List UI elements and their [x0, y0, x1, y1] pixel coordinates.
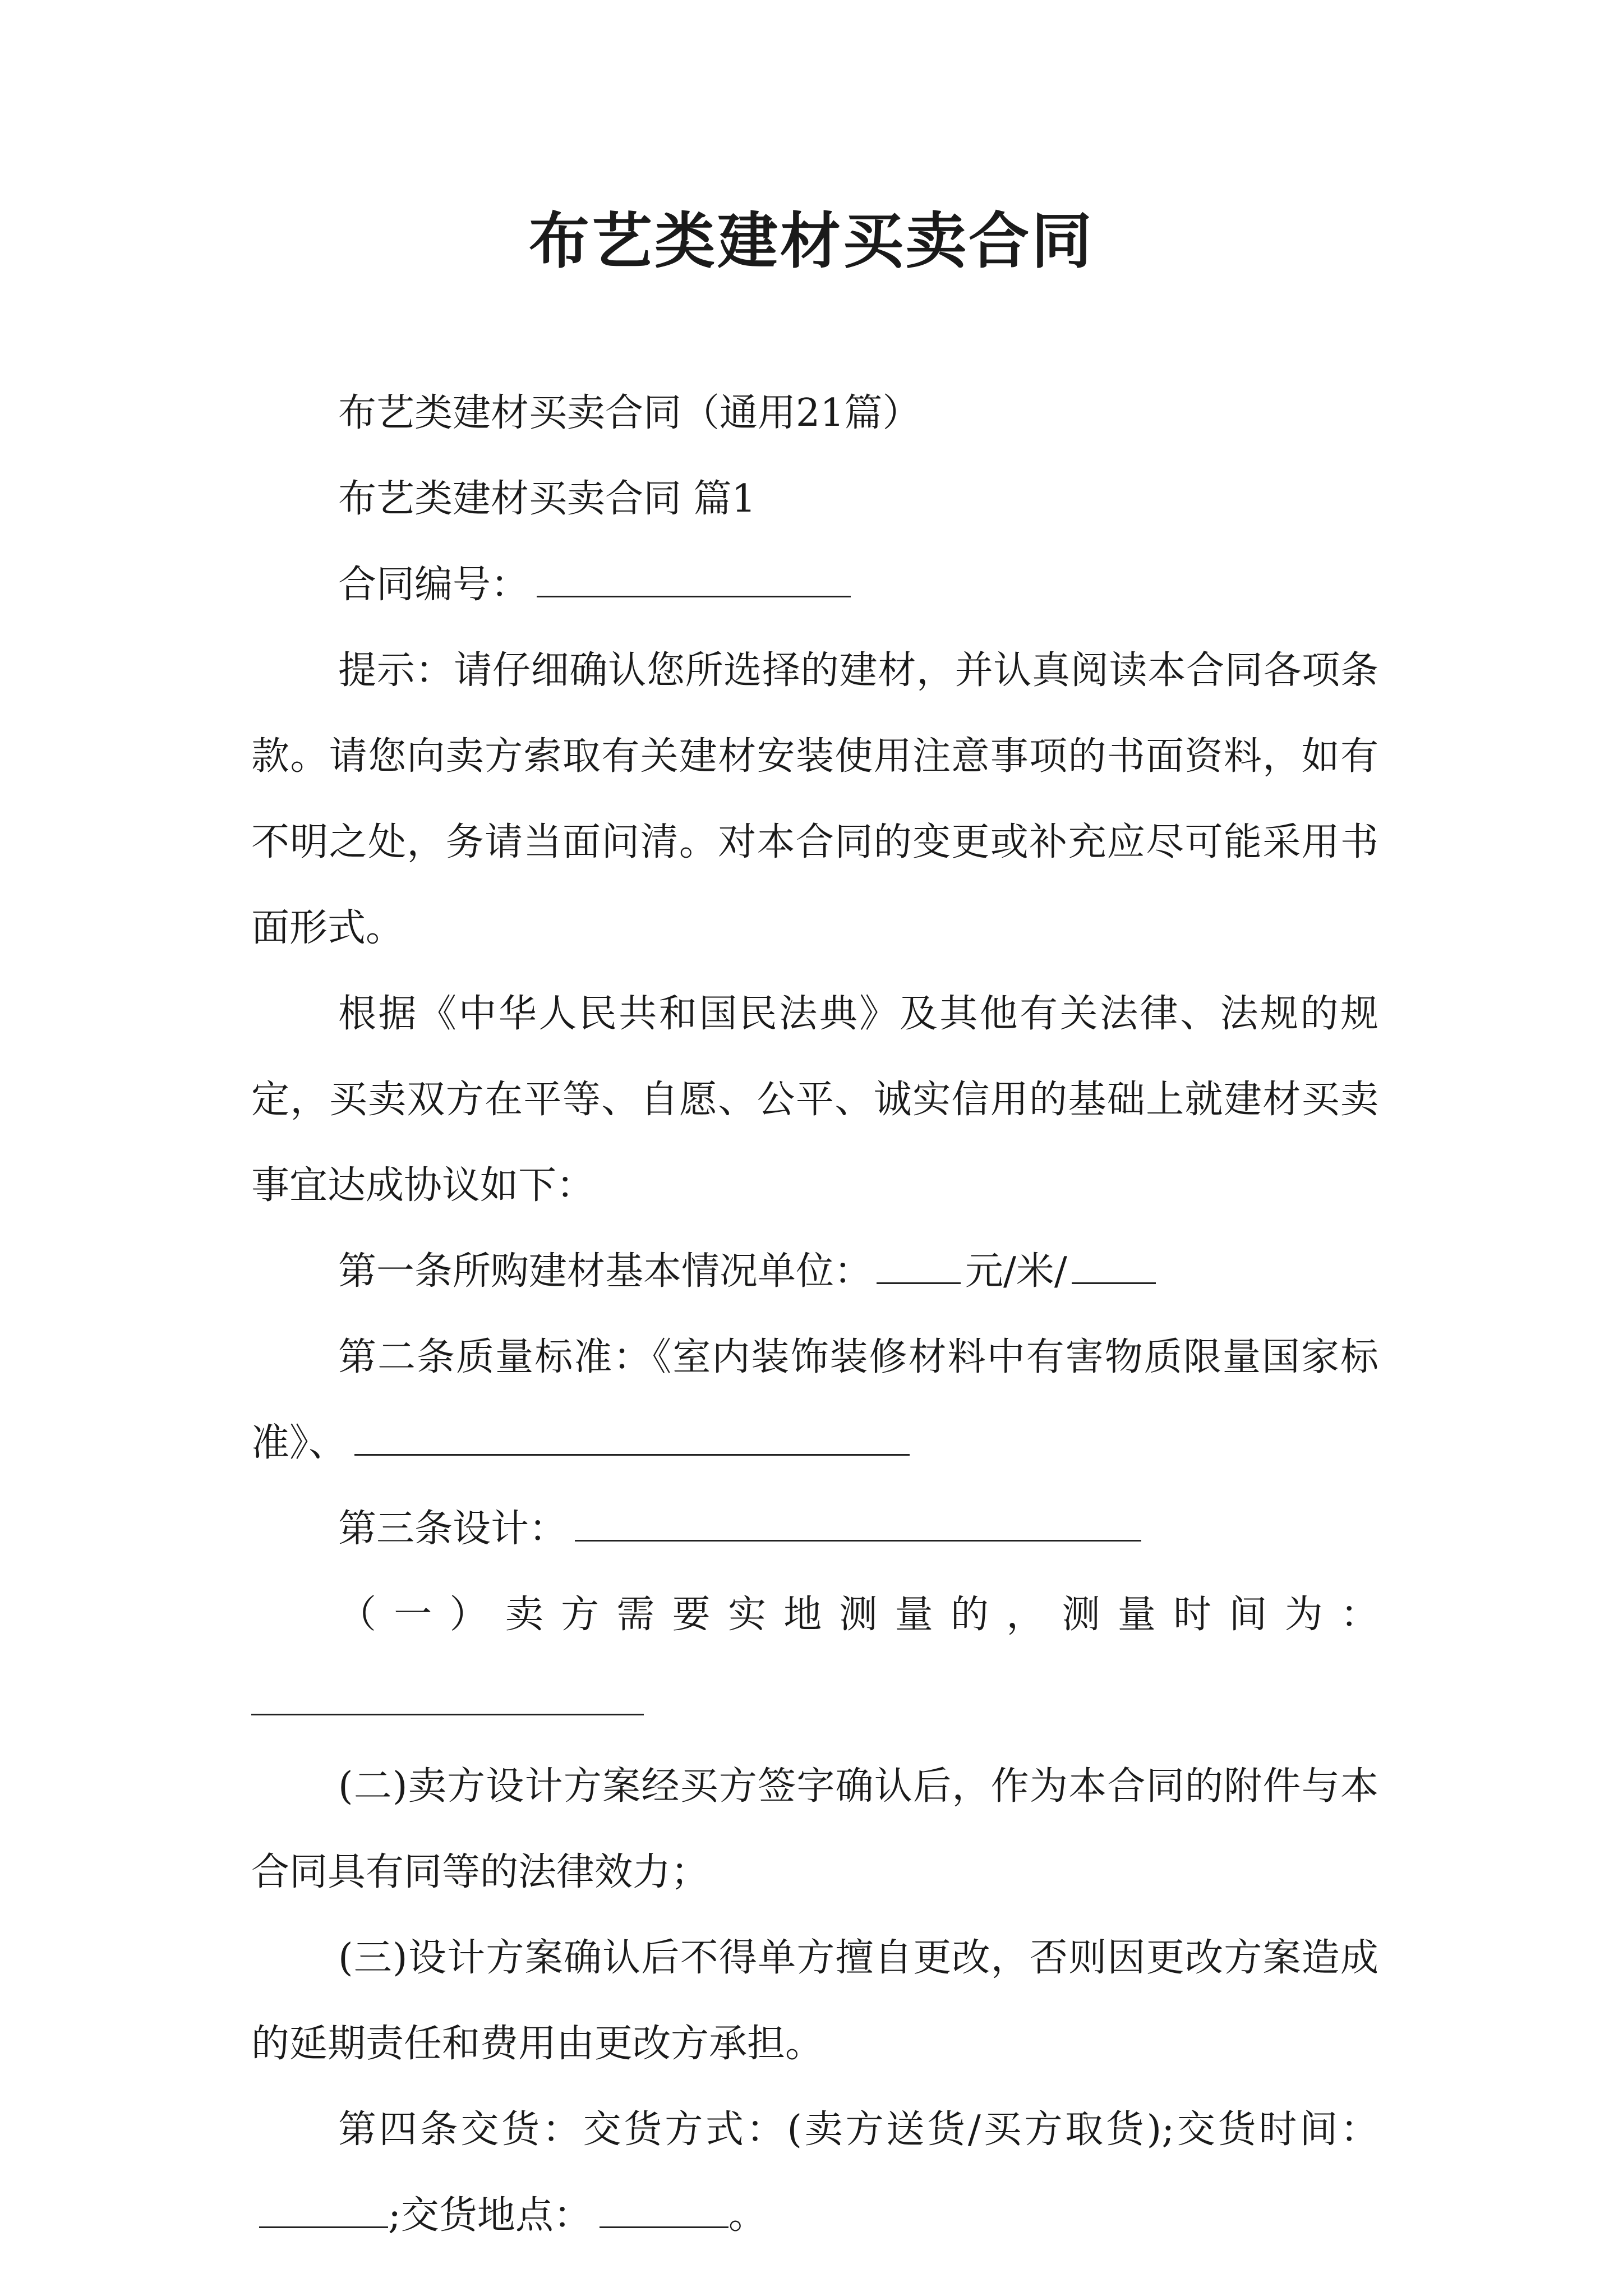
article-2-text: 第二条质量标准：《室内装饰装修材料中有害物质限量国家标准》、 [251, 1335, 1378, 1465]
unit-price-blank [877, 1249, 961, 1284]
article-4 [251, 2087, 1378, 2258]
article-1-text: 第一条所购建材基本情况单位： [338, 1249, 873, 1294]
article-4-place-label: ;交货地点： [388, 2193, 592, 2238]
measurement-time-blank [251, 1680, 644, 1715]
tip-paragraph: 提示：请仔细确认您所选择的建材，并认真阅读本合同各项条款。请您向卖方索取有关建材安装使用注意事项的书面资料，如有不明之处，务请当面问清。对本合同的变更或补充应尽可能采用书面形式。 [251, 648, 1378, 950]
article-1 [251, 1228, 1378, 1314]
quality-standard-blank [354, 1420, 910, 1456]
article-3-item-1: （一）卖方需要实地测量的，测量时间为： [338, 1593, 1378, 1637]
part-heading: 布艺类建材买卖合同 篇1 [338, 477, 756, 521]
unit-other-blank [1072, 1249, 1156, 1284]
subtitle-paragraph: 布艺类建材买卖合同（通用21篇） [338, 391, 921, 435]
design-blank [575, 1506, 1141, 1542]
delivery-place-blank [600, 2193, 728, 2228]
document-body [251, 370, 1378, 2258]
document-title: 布艺类建材买卖合同 [528, 206, 1094, 277]
measurement-time-line [251, 1658, 1378, 1743]
delivery-time-blank [259, 2193, 388, 2228]
article-4-text: 第四条交货：交货方式：(卖方送货/买方取货);交货时间： [338, 2108, 1378, 2152]
article-4-end: 。 [728, 2193, 767, 2238]
article-3 [251, 1486, 1378, 1572]
contract-number-blank [537, 562, 851, 597]
basis-paragraph: 根据《中华人民共和国民法典》及其他有关法律、法规的规定，买卖双方在平等、自愿、公平、诚实信用的基础上就建材买卖事宜达成协议如下： [251, 992, 1378, 1208]
article-3-item-3: (三)设计方案确认后不得单方擅自更改，否则因更改方案造成的延期责任和费用由更改方承担。 [251, 1936, 1378, 2066]
contract-number-line [251, 542, 1378, 628]
article-1-unit: 元/米/ [965, 1249, 1067, 1294]
article-2 [251, 1314, 1378, 1486]
article-3-item-2: (二)卖方设计方案经买方签字确认后，作为本合同的附件与本合同具有同等的法律效力； [251, 1764, 1378, 1894]
contract-number-label: 合同编号： [338, 563, 529, 607]
article-3-text: 第三条设计： [338, 1507, 568, 1551]
